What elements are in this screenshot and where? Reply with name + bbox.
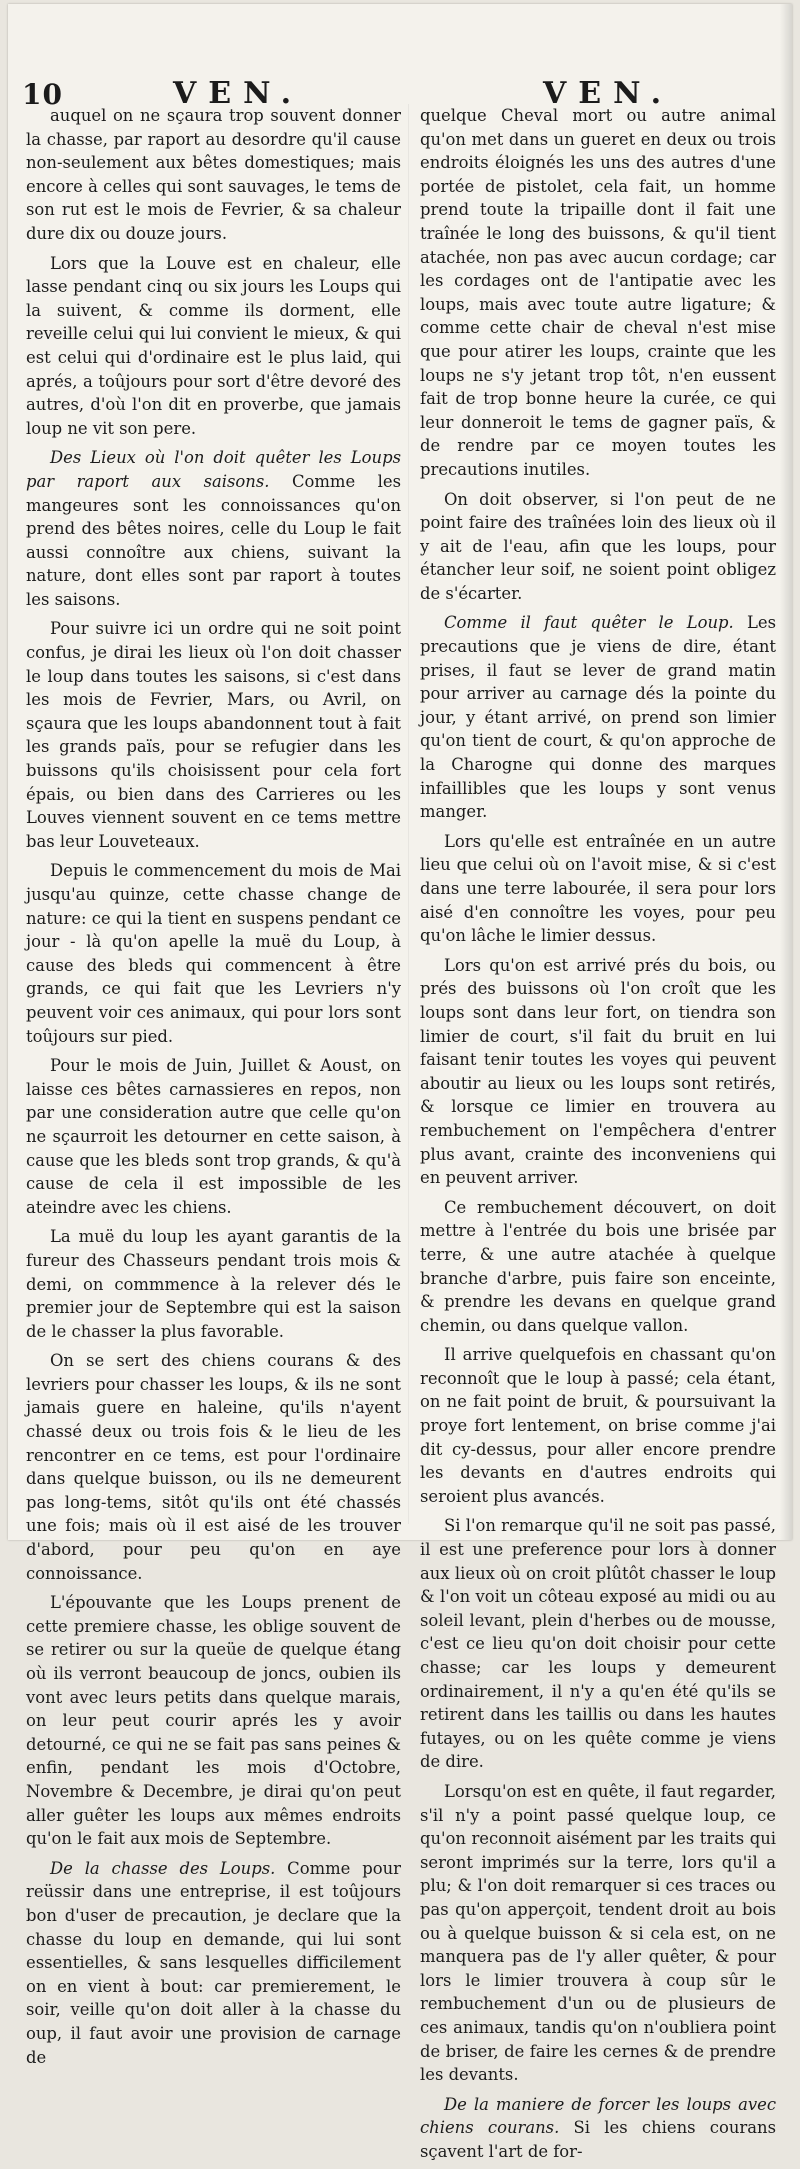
paragraph: [420, 2093, 776, 2164]
section-heading: De la chasse des Loups.: [50, 1858, 276, 1878]
paragraph-text: Les precautions que je viens de dire, étant prises, il faut se lever de grand matin pour arriver au carnage dés la pointe du jour, y étant arrivé, on prend son limier qu'on tient de court, & qu'on approche de la Charogne qui donne des marques infaillibles que les loups y sont venus manger.: [420, 613, 776, 822]
paragraph-text: Il arrive quelquefois en chassant qu'on reconnoît que le loup à passé; cela étant, on ne fait point de bruit, & poursuivant la proye fort lentement, on brise comme j'ai dit cy-dessus, pour aller encore prendre les devants en d'autres endroits qui seroient plus avancés.: [420, 1345, 776, 1506]
section-heading: De la maniere de forcer les loups avec chiens courans.: [420, 2094, 776, 2138]
paragraph-text: Pour le mois de Juin, Juillet & Aoust, on laisse ces bêtes carnassieres en repos, non par une consideration autre que celle qu'on ne sçaurroit les detourner en cette saison, à cause que les bleds sont trop grands, & qu'à cause de cela il est impossible de les ateindre avec les chiens.: [26, 1056, 401, 1217]
paragraph: [26, 252, 401, 441]
paragraph-text: Lors qu'on est arrivé prés du bois, ou prés des buissons où l'on croît que les loups sont dans leur fort, on tiendra son limier de court, s'il fait du bruit en lui faisant tenir toutes les voyes qui peuvent aboutir au lieux ou les loups sont retirés, & lorsque ce limier en trouvera au rembuchement on l'empêchera d'entrer plus avant, crainte des inconveniens qui en peuvent arriver.: [420, 955, 776, 1188]
paragraph: [420, 1343, 776, 1508]
paragraph: [26, 1591, 401, 1851]
section-heading: Comme il faut quêter le Loup.: [444, 613, 734, 633]
paragraph: [26, 1225, 401, 1343]
paragraph-text: Lors qu'elle est entraînée en un autre lieu que celui où on l'avoit mise, & si c'est dans une terre labourée, il sera pour lors aisé d'en connoître les voyes, pour peu qu'on lâche le limier dessus.: [420, 831, 776, 946]
page-number: 10: [22, 78, 63, 111]
paragraph-text: Lors que la Louve est en chaleur, elle lasse pendant cinq ou six jours les Loups qui la suivent, & comme ils dorment, elle reveille celui qui lui convient le mieux, & qui est celui qui d'ordinaire est le plus laid, qui aprés, a toûjours pour sort d'être devoré des autres, d'où l'on dit en proverbe, que jamais loup ne vit son pere.: [26, 253, 401, 438]
right-column: [420, 104, 776, 2169]
paragraph: [26, 617, 401, 853]
paragraph: [420, 1780, 776, 2087]
paragraph-text: Si les chiens courans sçavent l'art de for-: [420, 2118, 776, 2161]
left-column: [26, 104, 401, 2075]
paragraph: [420, 1196, 776, 1338]
paragraph-text: On doit observer, si l'on peut de ne point faire des traînées loin des lieux où il y ait de l'eau, afin que les loups, pour étancher leur soif, ne soient point obligez de s'écarter.: [420, 489, 776, 603]
running-head-left: VEN.: [173, 76, 304, 111]
paragraph: [420, 954, 776, 1190]
paragraph: [420, 104, 776, 482]
paragraph: [26, 1349, 401, 1585]
paragraph: [26, 859, 401, 1048]
paragraph-text: Depuis le commencement du mois de Mai jusqu'au quinze, cette chasse change de nature: ce qui la tient en suspens pendant ce jour - là qu'on apelle la muë du Loup, à cause des bleds qui commencent à être grands, ce qui fait que les Levriers n'y peuvent voir ces animaux, qui pour lors sont toûjours sur pied.: [26, 861, 401, 1046]
book-page: [8, 4, 792, 2161]
paragraph: [26, 104, 401, 246]
paragraph-text: Comme pour reüssir dans une entreprise, il est toûjours bon d'user de precaution, je declare que la chasse du loup en demande, qui lui sont essentielles, & sans lesquelles difficilement on en vient à bout: car premierement, le soir, veille qu'on doit aller à la chasse du oup, il faut avoir une provision de carnage de: [26, 1858, 401, 2067]
paragraph-text: L'épouvante que les Loups prenent de cette premiere chasse, les oblige souvent de se retirer ou sur la queüe de quelque étang où ils verront beaucoup de joncs, oubien ils vont avec leurs petits dans quelque marais, on leur peut courir aprés les y avoir detourné, ce qui ne se fait pas sans peines & enfin, pendant les mois d'Octobre, Novembre & Decembre, je dirai qu'on peut aller guêter les loups aux mêmes endroits qu'on le fait aux mois de Septembre.: [26, 1593, 401, 1849]
paragraph: [26, 1054, 401, 1219]
section-heading: Des Lieux où l'on doit quêter les Loups par raport aux saisons.: [26, 448, 401, 491]
paragraph-text: Lorsqu'on est en quête, il faut regarder, s'il n'y a point passé quelque loup, ce qu'on reconnoit aisément par les traits qui seront imprimés sur la terre, lors qu'il a plu; & l'on doit remarquer si ces traces ou pas qu'on apperçoit, tendent droit au bois ou à quelque buisson & si cela est, on ne manquera pas de l'y aller quêter, & pour lors le limier trouvera à coup sûr le rembuchement d'un ou de plusieurs de ces animaux, tandis qu'on n'oubliera point de briser, de faire les cernes & de prendre les devants.: [420, 1781, 776, 2085]
paragraph-text: On se sert des chiens courans & des levriers pour chasser les loups, & ils ne sont jamais guere en haleine, qu'ils n'ayent chassé deux ou trois fois & le lieu de les rencontrer en ce tems, est pour l'ordinaire dans quelque buisson, ou ils ne demeurent pas long-tems, sitôt qu'ils ont été chassés une fois; mais où il est aisé de les trouver d'abord, pour peu qu'on en aye connoissance.: [26, 1351, 401, 1583]
paragraph: [420, 488, 776, 606]
paragraph: [420, 1514, 776, 1774]
page-edge-shadow: [780, 4, 792, 1540]
column-gutter: [408, 104, 409, 1524]
paragraph: [26, 1857, 401, 2069]
paragraph: [420, 830, 776, 948]
paragraph: [420, 611, 776, 823]
paragraph-text: Pour suivre ici un ordre qui ne soit point confus, je dirai les lieux où l'on doit chasser le loup dans toutes les saisons, si c'est dans les mois de Fevrier, Mars, ou Avril, on sçaura que les loups abandonnent tout à fait les grands païs, pour se refugier dans les buissons qu'ils choisissent pour cela fort épais, ou bien dans des Carrieres ou les Louves viennent souvent en ce tems mettre bas leur Louveteaux.: [26, 619, 401, 851]
paragraph: [26, 446, 401, 611]
paragraph-text: Comme les mangeures sont les connoissances qu'on prend des bêtes noires, celle du Loup le fait aussi connoître aux chiens, suivant la nature, dont elles sont par raport à toutes les saisons.: [26, 471, 402, 609]
paragraph-text: Si l'on remarque qu'il ne soit pas passé, il est une preference pour lors à donner aux lieux où on croit plûtôt chasser le loup & l'on voit un côteau exposé au midi ou au soleil levant, plein d'herbes ou de mousse, c'est ce lieu qu'on doit choisir pour cette chasse; car les loups y demeurent ordinairement, il n'y a qu'en été qu'ils se retirent dans les taillis ou dans les hautes futayes, ou on les quête comme je viens de dire.: [420, 1516, 776, 1772]
paragraph-text: auquel on ne sçaura trop souvent donner la chasse, par raport au desordre qu'il cause non-seulement aux bêtes domestiques; mais encore à celles qui sont sauvages, le tems de son rut est le mois de Fevrier, & sa chaleur dure dix ou douze jours.: [26, 106, 401, 243]
paragraph-text: La muë du loup les ayant garantis de la fureur des Chasseurs pendant trois mois & demi, on commmence à la relever dés le premier jour de Septembre qui est la saison de le chasser la plus favorable.: [26, 1227, 401, 1341]
running-head-right: VEN.: [543, 76, 674, 111]
paragraph-text: Ce rembuchement découvert, on doit mettre à l'entrée du bois une brisée par terre, & une autre atachée à quelque branche d'arbre, puis faire son enceinte, & prendre les devans en quelque grand chemin, ou dans quelque vallon.: [420, 1197, 776, 1335]
paragraph-text: quelque Cheval mort ou autre animal qu'on met dans un gueret en deux ou trois endroits éloignés les uns des autres d'une portée de pistolet, cela fait, un homme prend toute la tripaille dont il fait une traînée le long des buissons, & qu'il tient atachée, non pas avec aucun cordage; car les cordages ont de l'antipatie avec les loups, mais avec toute autre ligature; & comme cette chair de cheval n'est mise que pour atirer les loups, crainte que les loups ne s'y jetant trop tôt, n'en eussent fait de trop bonne heure la curée, ce qui leur donneroit le tems de gagner païs, & de rendre par ce moyen toutes les precautions inutiles.: [420, 106, 776, 479]
